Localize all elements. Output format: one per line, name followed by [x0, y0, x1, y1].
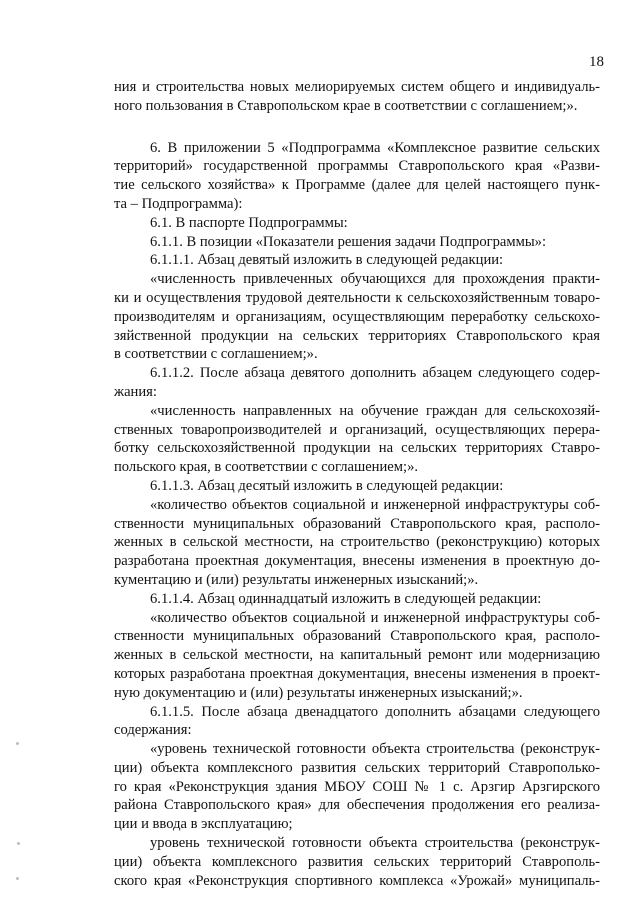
scan-speck — [16, 742, 19, 745]
text-line: 6.1.1.2. После абзаца девятого дополнить абзацем следующего содер- — [150, 365, 600, 382]
text-line: 6.1.1.5. После абзаца двенадцатого дополнить абзацами следующего — [150, 703, 600, 720]
text-line: ного пользования в Ставропольском крае в соответствии с соглашением;». — [114, 97, 578, 114]
text-line: польского края, в соответствии с соглашением;». — [114, 459, 419, 476]
paragraph — [114, 609, 600, 703]
text-line: 6.1.1. В позиции «Показатели решения задачи Подпрограммы»: — [150, 233, 547, 250]
paragraph — [114, 590, 600, 609]
text-line: ского края «Реконструкция спортивного комплекса «Урожай» муниципаль- — [114, 872, 600, 889]
paragraph — [114, 496, 600, 590]
text-line: женных в сельской местности, на капитальный ремонт или модернизацию — [114, 647, 600, 664]
text-line: ную документацию и (или) результаты инженерных изысканий;». — [114, 684, 523, 701]
text-line: «количество объектов социальной и инженерной инфраструктуры соб- — [150, 496, 600, 513]
document-body — [114, 78, 600, 890]
paragraph — [114, 214, 600, 233]
text-line: «численность привлеченных обучающихся для прохождения практи- — [150, 271, 600, 288]
text-line: которых разработана проектная документация, внесены изменения в проект- — [114, 665, 600, 682]
text-line: 6.1.1.1. Абзац девятый изложить в следующей редакции: — [150, 252, 504, 269]
text-line: ственности муниципальных образований Ставропольского края, располо- — [114, 515, 600, 532]
text-line: ботку сельскохозяйственной продукции на сельских территориях Ставро- — [114, 440, 600, 457]
text-line: жания: — [114, 383, 157, 400]
paragraph — [114, 703, 600, 741]
text-line: ственных товаропроизводителей и организаций, осуществляющих перера- — [114, 421, 600, 438]
text-line: зяйственной продукции на сельских территориях Ставропольского края — [114, 327, 600, 344]
text-line: «количество объектов социальной и инженерной инфраструктуры соб- — [150, 609, 600, 626]
text-line: ки и осуществления трудовой деятельности к сельскохозяйственным товаро- — [114, 289, 600, 306]
paragraph — [114, 251, 600, 270]
paragraph — [114, 834, 600, 890]
paragraph — [114, 740, 600, 834]
paragraph — [114, 270, 600, 364]
paragraph — [114, 402, 600, 477]
text-line: та – Подпрограмма): — [114, 195, 243, 212]
page-number: 18 — [589, 54, 604, 70]
paragraph — [114, 78, 600, 116]
text-line: го края «Реконструкция здания МБОУ СОШ № 1 с. Арзгир Арзгирского — [114, 778, 600, 795]
text-line: ции) объекта комплексного развития сельских территорий Ставрополь- — [114, 853, 600, 870]
paragraph — [114, 139, 600, 214]
text-line: разработана проектная документация, внесены изменения в проектную до- — [114, 553, 600, 570]
text-line: ния и строительства новых мелиорируемых систем общего и индивидуаль- — [114, 79, 600, 95]
paragraph-spacer — [114, 116, 600, 139]
text-line: женных в сельской местности, на строительство (реконструкцию) которых — [114, 534, 600, 551]
text-line: содержания: — [114, 722, 192, 739]
text-line: 6. В приложении 5 «Подпрограмма «Комплексное развитие сельских — [150, 139, 600, 156]
paragraph — [114, 364, 600, 402]
scan-speck — [17, 842, 20, 845]
text-line: района Ставропольского края» для обеспечения продолжения его реализа- — [114, 797, 600, 814]
text-line: ции и ввода в эксплуатацию; — [114, 816, 293, 833]
text-line: уровень технической готовности объекта строительства (реконструк- — [150, 835, 600, 852]
text-line: 6.1.1.3. Абзац десятый изложить в следующей редакции: — [150, 477, 504, 494]
text-line: территорий» государственной программы Ставропольского края «Разви- — [114, 158, 600, 175]
text-line: «уровень технической готовности объекта строительства (реконструк- — [150, 741, 600, 758]
text-line: ции) объекта комплексного развития сельских территорий Ставрополько- — [114, 759, 600, 776]
paragraph — [114, 477, 600, 496]
text-line: производителям и организациям, осуществляющим переработку сельскохо- — [114, 308, 600, 325]
text-line: кументацию и (или) результаты инженерных изысканий;». — [114, 571, 479, 588]
text-line: в соответствии с соглашением;». — [114, 346, 318, 363]
scan-speck — [16, 877, 19, 880]
text-line: 6.1.1.4. Абзац одиннадцатый изложить в следующей редакции: — [150, 590, 542, 607]
text-line: 6.1. В паспорте Подпрограммы: — [150, 214, 348, 231]
paragraph — [114, 233, 600, 252]
text-line: «численность направленных на обучение граждан для сельскохозяй- — [150, 402, 600, 419]
text-line: ственности муниципальных образований Ставропольского края, располо- — [114, 628, 600, 645]
text-line: тие сельского хозяйства» к Программе (далее для целей настоящего пунк- — [114, 177, 600, 194]
